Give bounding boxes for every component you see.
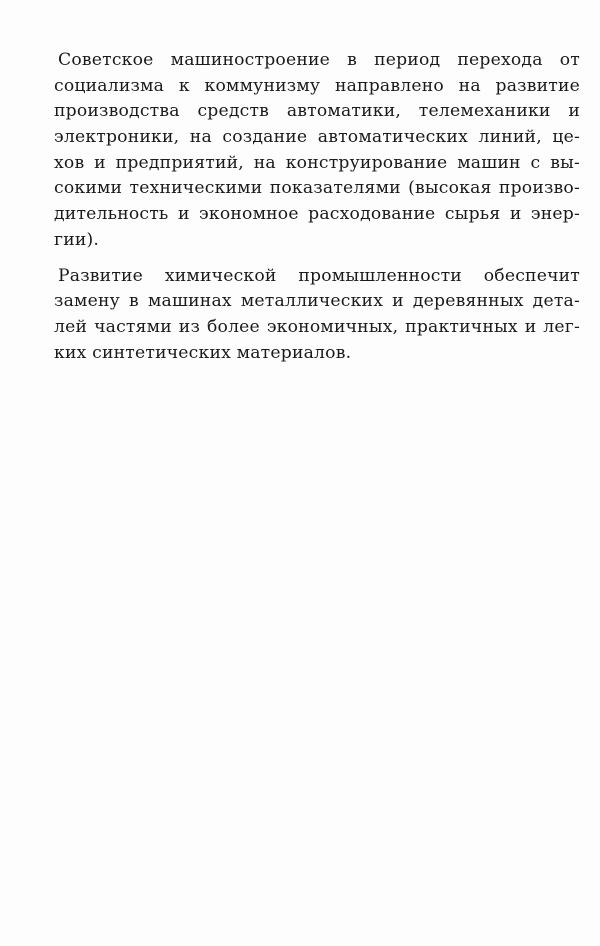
text-line: ких синтетических материалов.	[54, 342, 352, 363]
text-line: гии).	[54, 229, 100, 250]
paragraph-1	[54, 48, 580, 254]
text-line: Советское машиностроение в период перехода от	[58, 50, 580, 70]
text-line: социализма к коммунизму направлено на развитие	[54, 75, 580, 96]
text-line: хов и предприятий, на конструирование машин с вы-	[54, 152, 580, 173]
text-line: Развитие химической промышленности обеспечит	[58, 265, 580, 286]
text-line: электроники, на создание автоматических линий, це-	[54, 127, 580, 148]
paragraph-gap	[54, 254, 580, 264]
text-line: дительность и экономное расходование сырья и энер-	[54, 204, 580, 225]
body-text	[54, 48, 580, 366]
text-line: замену в машинах металлических и деревянных дета-	[54, 291, 580, 312]
text-line: лей частями из более экономичных, практичных и лег-	[54, 316, 580, 337]
text-line: производства средств автоматики, телемеханики и	[54, 101, 580, 122]
paragraph-2	[54, 264, 580, 367]
text-line: сокими техническими показателями (высокая произво-	[54, 178, 580, 199]
